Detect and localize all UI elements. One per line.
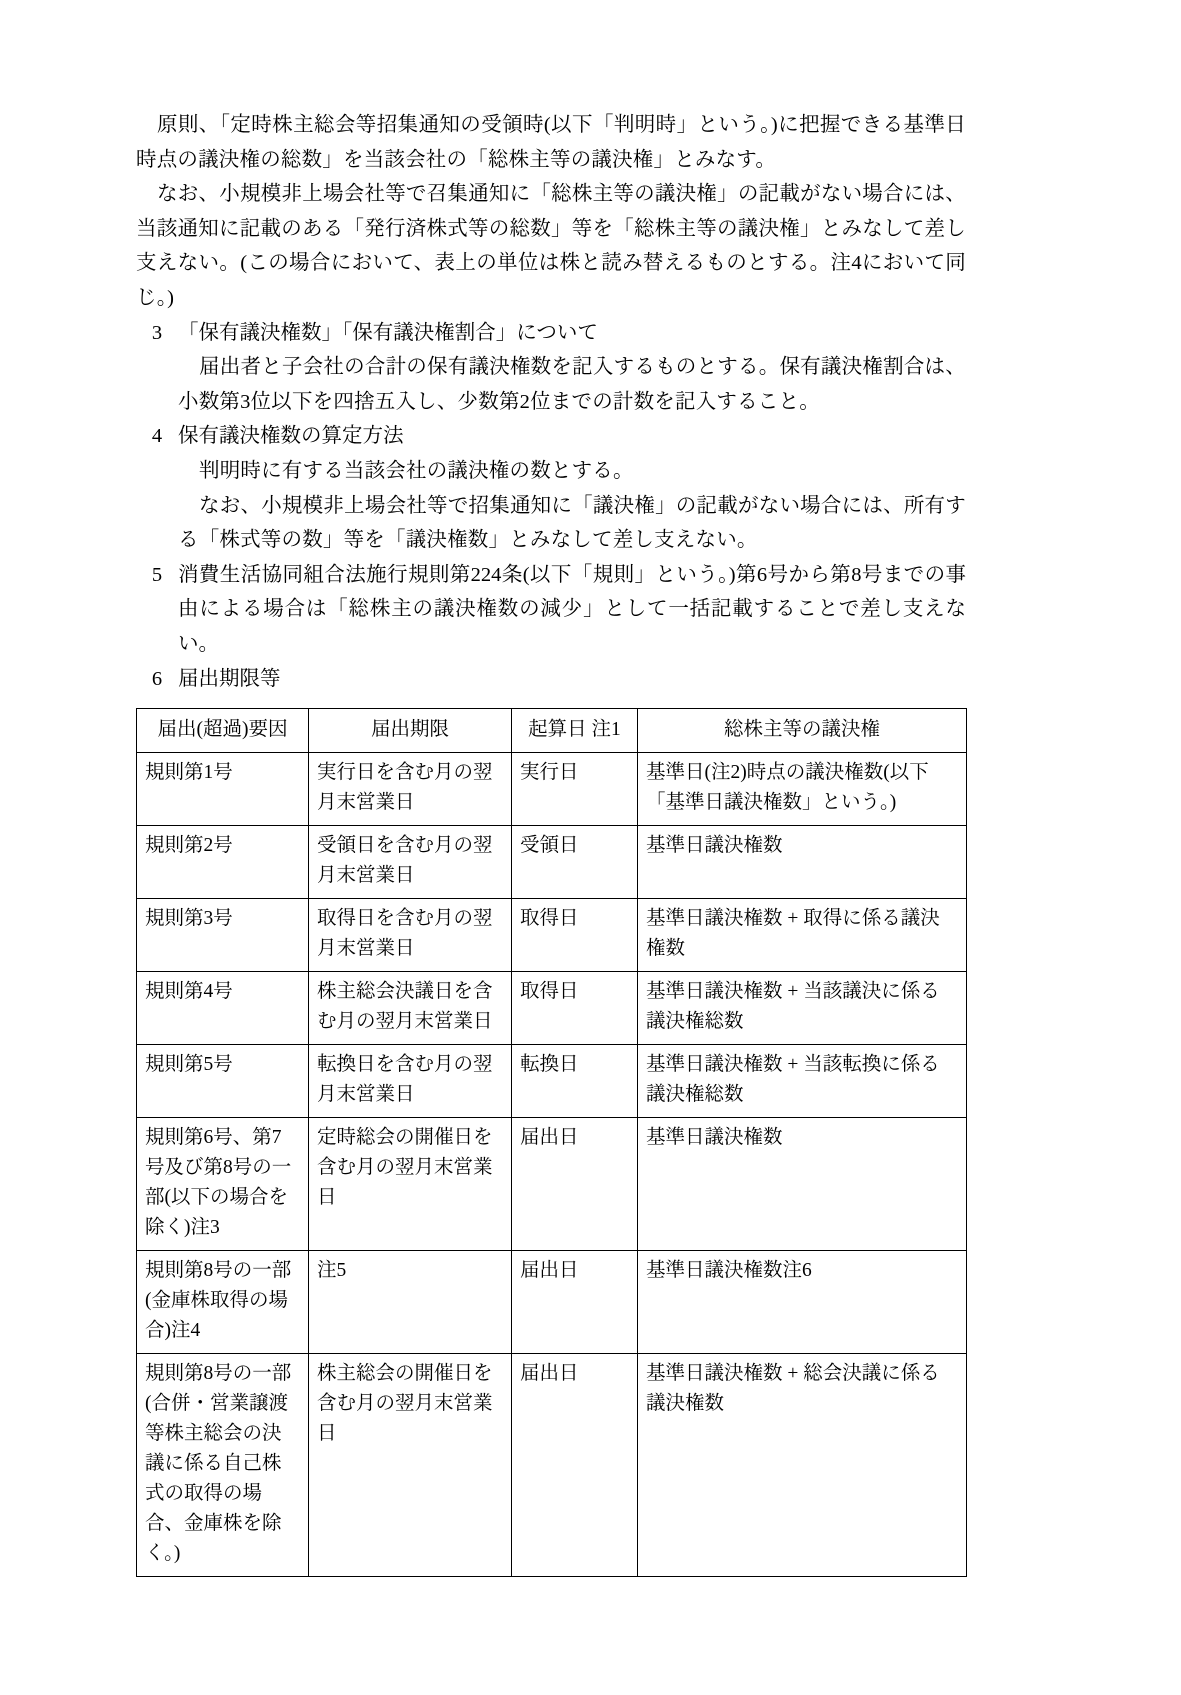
cell-voting-rights: 基準日議決権数 xyxy=(638,1118,967,1251)
table-row xyxy=(137,1354,967,1577)
cell-deadline: 株主総会決議日を含む月の翌月末営業日 xyxy=(309,972,512,1045)
list-item-6 xyxy=(136,662,966,697)
cell-factor: 規則第8号の一部(合併・営業譲渡等株主総会の決議に係る自己株式の取得の場合、金庫株を除く。) xyxy=(137,1354,309,1577)
list-item-3 xyxy=(136,316,966,351)
item-number-6: 6 xyxy=(151,667,163,690)
table-header-row xyxy=(137,709,967,753)
cell-deadline: 転換日を含む月の翌月末営業日 xyxy=(309,1045,512,1118)
deadline-table-wrapper xyxy=(136,708,966,1577)
cell-voting-rights: 基準日議決権数 + 取得に係る議決権数 xyxy=(638,899,967,972)
column-header-start-date: 起算日 注1 xyxy=(512,709,638,753)
item-4-body-2: なお、小規模非上場会社等で招集通知に「議決権」の記載がない場合には、所有する「株式等の数」等を「議決権数」とみなして差し支えない。 xyxy=(178,494,966,552)
cell-deadline: 注5 xyxy=(309,1251,512,1354)
cell-factor: 規則第1号 xyxy=(137,753,309,826)
column-header-voting-rights: 総株主等の議決権 xyxy=(638,709,967,753)
cell-factor: 規則第8号の一部(金庫株取得の場合)注4 xyxy=(137,1251,309,1354)
cell-factor: 規則第2号 xyxy=(137,826,309,899)
table-row xyxy=(137,899,967,972)
item-number-3: 3 xyxy=(151,321,163,344)
item-number-5: 5 xyxy=(151,563,163,586)
table-row xyxy=(137,826,967,899)
cell-factor: 規則第4号 xyxy=(137,972,309,1045)
list-item-4 xyxy=(136,419,966,454)
table-row xyxy=(137,1251,967,1354)
item-heading-6: 届出期限等 xyxy=(178,667,281,690)
table-row xyxy=(137,753,967,826)
table-row xyxy=(137,1045,967,1118)
cell-factor: 規則第5号 xyxy=(137,1045,309,1118)
item-heading-4: 保有議決権数の算定方法 xyxy=(178,425,404,448)
cell-voting-rights: 基準日(注2)時点の議決権数(以下「基準日議決権数」という。) xyxy=(638,753,967,826)
cell-voting-rights: 基準日議決権数注6 xyxy=(638,1251,967,1354)
cell-start-date: 取得日 xyxy=(512,972,638,1045)
item-heading-3: 「保有議決権数」「保有議決権割合」について xyxy=(178,321,598,344)
list-item-5 xyxy=(136,558,966,662)
cell-deadline: 株主総会の開催日を含む月の翌月末営業日 xyxy=(309,1354,512,1577)
cell-deadline: 取得日を含む月の翌月末営業日 xyxy=(309,899,512,972)
cell-deadline: 定時総会の開催日を含む月の翌月末営業日 xyxy=(309,1118,512,1251)
cell-start-date: 届出日 xyxy=(512,1354,638,1577)
item-heading-5: 消費生活協同組合法施行規則第224条(以下「規則」という。)第6号から第8号までの事由による場合は「総株主の議決権数の減少」として一括記載することで差し支えない。 xyxy=(178,563,966,655)
item-number-4: 4 xyxy=(151,425,163,448)
page-content xyxy=(136,108,966,1577)
cell-start-date: 転換日 xyxy=(512,1045,638,1118)
cell-deadline: 実行日を含む月の翌月末営業日 xyxy=(309,753,512,826)
deadline-table xyxy=(136,708,967,1577)
intro-paragraph-1: 原則、「定時株主総会等招集通知の受領時(以下「判明時」という。)に把握できる基準日時点の議決権の総数」を当該会社の「総株主等の議決権」とみなす。 xyxy=(136,114,966,171)
column-header-deadline: 届出期限 xyxy=(309,709,512,753)
cell-voting-rights: 基準日議決権数 xyxy=(638,826,967,899)
cell-start-date: 実行日 xyxy=(512,753,638,826)
item-3-body-1: 届出者と子会社の合計の保有議決権数を記入するものとする。保有議決権割合は、小数第3位以下を四捨五入し、少数第2位までの計数を記入すること。 xyxy=(178,356,966,413)
cell-voting-rights: 基準日議決権数 + 総会決議に係る議決権数 xyxy=(638,1354,967,1577)
intro-paragraph-2: なお、小規模非上場会社等で召集通知に「総株主等の議決権」の記載がない場合には、当該通知に記載のある「発行済株式等の総数」等を「総株主等の議決権」とみなして差し支えない。(この場合において、表上の単位は株と読み替えるものとする。注4において同じ。) xyxy=(136,183,966,309)
cell-voting-rights: 基準日議決権数 + 当該議決に係る議決権総数 xyxy=(638,972,967,1045)
cell-start-date: 取得日 xyxy=(512,899,638,972)
item-4-body-1: 判明時に有する当該会社の議決権の数とする。 xyxy=(199,459,634,482)
column-header-factor: 届出(超過)要因 xyxy=(137,709,309,753)
cell-start-date: 届出日 xyxy=(512,1251,638,1354)
cell-voting-rights: 基準日議決権数 + 当該転換に係る議決権総数 xyxy=(638,1045,967,1118)
cell-factor: 規則第3号 xyxy=(137,899,309,972)
table-row xyxy=(137,972,967,1045)
cell-start-date: 届出日 xyxy=(512,1118,638,1251)
cell-factor: 規則第6号、第7号及び第8号の一部(以下の場合を除く)注3 xyxy=(137,1118,309,1251)
cell-deadline: 受領日を含む月の翌月末営業日 xyxy=(309,826,512,899)
cell-start-date: 受領日 xyxy=(512,826,638,899)
table-row xyxy=(137,1118,967,1251)
